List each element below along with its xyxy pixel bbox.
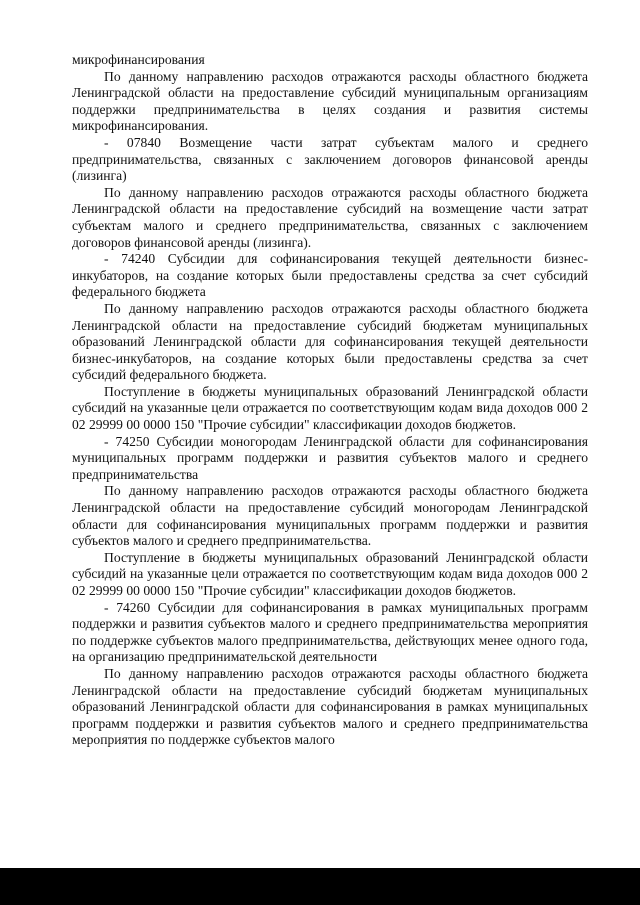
paragraph-small-business-description: По данному направлению расходов отражаются расходы областного бюджета Ленинградской области на предоставление субсидий бюджетам муниципальных образований Ленинградской области для софинансирования в рамках муниципальных программ поддержки и развития субъектов малого и среднего предпринимательства мероприятия по поддержке субъектов малого (72, 665, 588, 748)
scan-bottom-border (0, 868, 640, 905)
paragraph-continuation: микрофинансирования (72, 52, 205, 67)
paragraph-code-74250: - 74250 Субсидии моногородам Ленинградской области для софинансирования муниципальных программ поддержки и развития субъектов малого и среднего предпринимательства (72, 433, 588, 482)
paragraph-revenue-note-1: Поступление в бюджеты муниципальных образований Ленинградской области субсидий на указанные цели отражается по соответствующим кодам вида доходов 000 2 02 29999 00 0000 150 "Прочие субсидии" классификации доходов бюджетов. (72, 383, 588, 433)
paragraph-revenue-note-2: Поступление в бюджеты муниципальных образований Ленинградской области субсидий на указанные цели отражается по соответствующим кодам вида доходов 000 2 02 29999 00 0000 150 "Прочие субсидии" классификации доходов бюджетов. (72, 549, 588, 598)
paragraph-code-74240: - 74240 Субсидии для софинансирования текущей деятельности бизнес-инкубаторов, на создание которых были предоставлены средства за счет субсидий федерального бюджета (72, 251, 588, 300)
paragraph-monotowns-description: По данному направлению расходов отражаются расходы областного бюджета Ленинградской области на предоставление субсидий моногородам Ленинградской области для софинансирования муниципальных программ поддержки и развития субъектов малого и среднего предпринимательства. (72, 483, 588, 549)
paragraph-code-07840: - 07840 Возмещение части затрат субъектам малого и среднего предпринимательства, связанных с заключением договоров финансовой аренды (лизинга) (72, 134, 588, 184)
paragraph-incubators-description: По данному направлению расходов отражаются расходы областного бюджета Ленинградской области на предоставление субсидий бюджетам муниципальных образований Ленинградской области для софинансирования текущей деятельности бизнес-инкубаторов, на создание которых были предоставлены средства за счет субсидий федерального бюджета. (72, 300, 588, 383)
document-page (72, 52, 588, 749)
paragraph-leasing-description: По данному направлению расходов отражаются расходы областного бюджета Ленинградской области на предоставление субсидий на возмещение части затрат субъектам малого и среднего предпринимательства, связанных с заключением договоров финансовой аренды (лизинга). (72, 184, 588, 250)
paragraph-microfinance-description: По данному направлению расходов отражаются расходы областного бюджета Ленинградской области на предоставление субсидий муниципальным организациям поддержки предпринимательства в целях создания и развития системы микрофинансирования. (72, 68, 588, 134)
paragraph-code-74260: - 74260 Субсидии для софинансирования в рамках муниципальных программ поддержки и развития субъектов малого и среднего предпринимательства мероприятия по поддержке субъектов малого предпринимательства, действующих менее одного года, на организацию предпринимательской деятельности (72, 599, 588, 665)
